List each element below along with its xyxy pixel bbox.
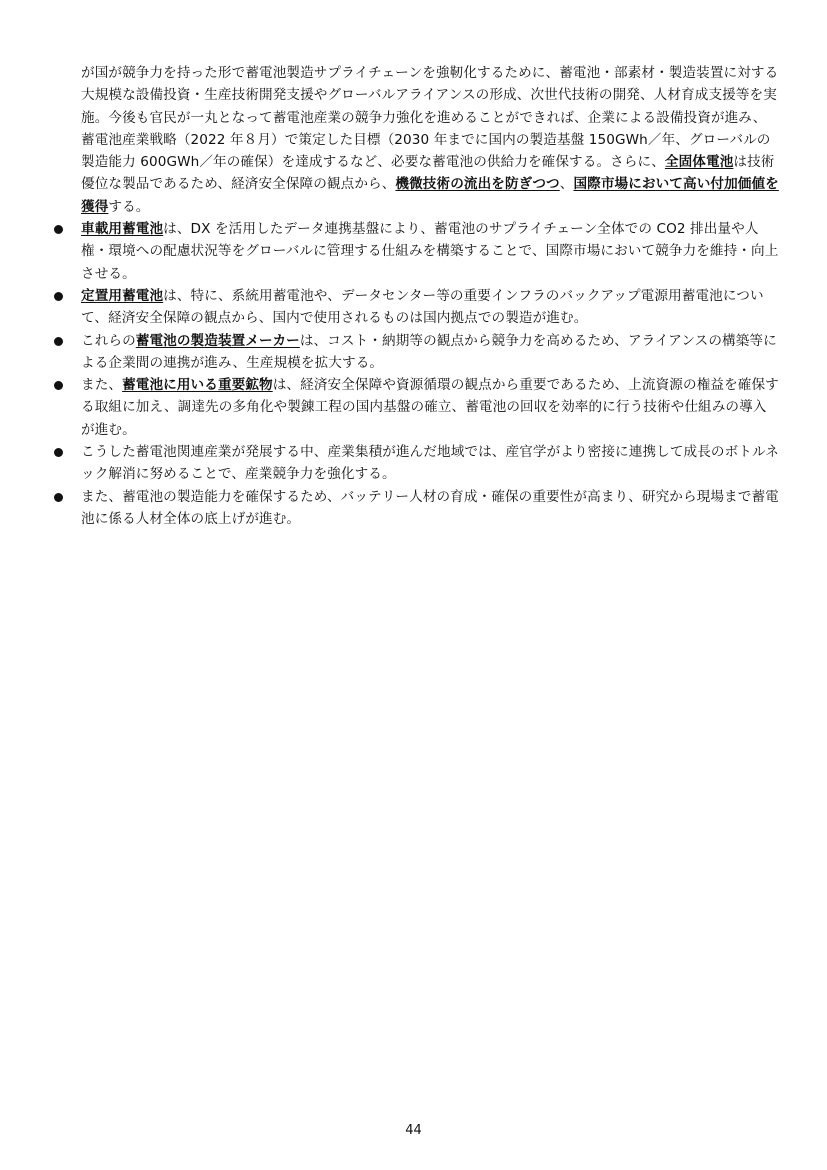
bullet-keyword: 蓄電池に用いる重要鉱物 — [122, 377, 273, 394]
emphasis-high-added-value: 国際市場において高い付加価値を獲得 — [81, 176, 779, 215]
bullet-icon — [54, 448, 63, 457]
bullet-keyword: 蓄電池の製造装置メーカー — [135, 332, 300, 349]
page-number: 44 — [405, 1123, 422, 1138]
bullet-keyword: 車載用蓄電池 — [81, 221, 164, 238]
intro-text: 、 — [559, 176, 574, 193]
intro-paragraph — [52, 62, 780, 218]
bullet-icon — [54, 381, 63, 390]
bullet-icon — [54, 337, 63, 346]
bullet-item-automotive-battery: 車載用蓄電池は、DX を活用したデータ連携基盤により、蓄電池のサプライチェーン全体での CO2 排出量や人権・環境への配慮状況等をグローバルに管理する仕組みを構築することで、国際市場において競争力を維持・向上させる。 — [52, 218, 780, 285]
bullet-icon — [54, 225, 63, 234]
bullet-icon — [54, 292, 63, 301]
bullet-item-stationary-battery: 定置用蓄電池は、特に、系統用蓄電池や、データセンター等の重要インフラのバックアップ電源用蓄電池について、経済安全保障の観点から、国内で使用されるものは国内拠点での製造が進む。 — [52, 285, 780, 330]
intro-text: は技術優位な製品であるため、経済安全保障の観点から、 — [81, 154, 775, 193]
bullet-item-equipment-makers: これらの蓄電池の製造装置メーカーは、コスト・納期等の観点から競争力を高めるため、アライアンスの構築等による企業間の連携が進み、生産規模を拡大する。 — [52, 330, 780, 375]
emphasis-prevent-tech-outflow: 機微技術の流出を防ぎつつ — [395, 176, 560, 193]
intro-text: が国が競争力を持った形で蓄電池製造サプライチェーンを強靭化するために、蓄電池・部素材・製造装置に対する大規模な設備投資・生産技術開発支援やグローバルアライアンスの形成、次世代技術の開発、人材育成支援等を実施。今後も官民が一丸となって蓄電池産業の競争力強化を進めることができれば、企業による設備投資が進み、蓄電池産業戦略（2022 年８月）で策定した目標（2030 年までに国内の製造基盤 150GWh／年、グローバルの製造能力 600GWh／年の確保）を達成するなど、必要な蓄電池の供給力を確保する。さらに、 — [81, 65, 779, 171]
bullet-icon — [54, 493, 63, 502]
bullet-item-industrial-clusters: こうした蓄電池関連産業が発展する中、産業集積が進んだ地域では、産官学がより密接に連携して成長のボトルネック解消に努めることで、産業競争力を強化する。 — [52, 441, 780, 486]
bullet-item-critical-minerals: また、蓄電池に用いる重要鉱物は、経済安全保障や資源循環の観点から重要であるため、上流資源の権益を確保する取組に加え、調達先の多角化や製錬工程の国内基盤の確立、蓄電池の回収を効率的に行う技術や仕組みの導入が進む。 — [52, 374, 780, 441]
bullet-item-battery-talent: また、蓄電池の製造能力を確保するため、バッテリー人材の育成・確保の重要性が高まり、研究から現場まで蓄電池に係る人材全体の底上げが進む。 — [52, 486, 780, 531]
emphasis-all-solid-state-battery: 全固体電池 — [664, 154, 734, 171]
intro-text: する。 — [108, 198, 150, 215]
document-body — [52, 62, 780, 530]
bullet-keyword: 定置用蓄電池 — [81, 287, 164, 304]
